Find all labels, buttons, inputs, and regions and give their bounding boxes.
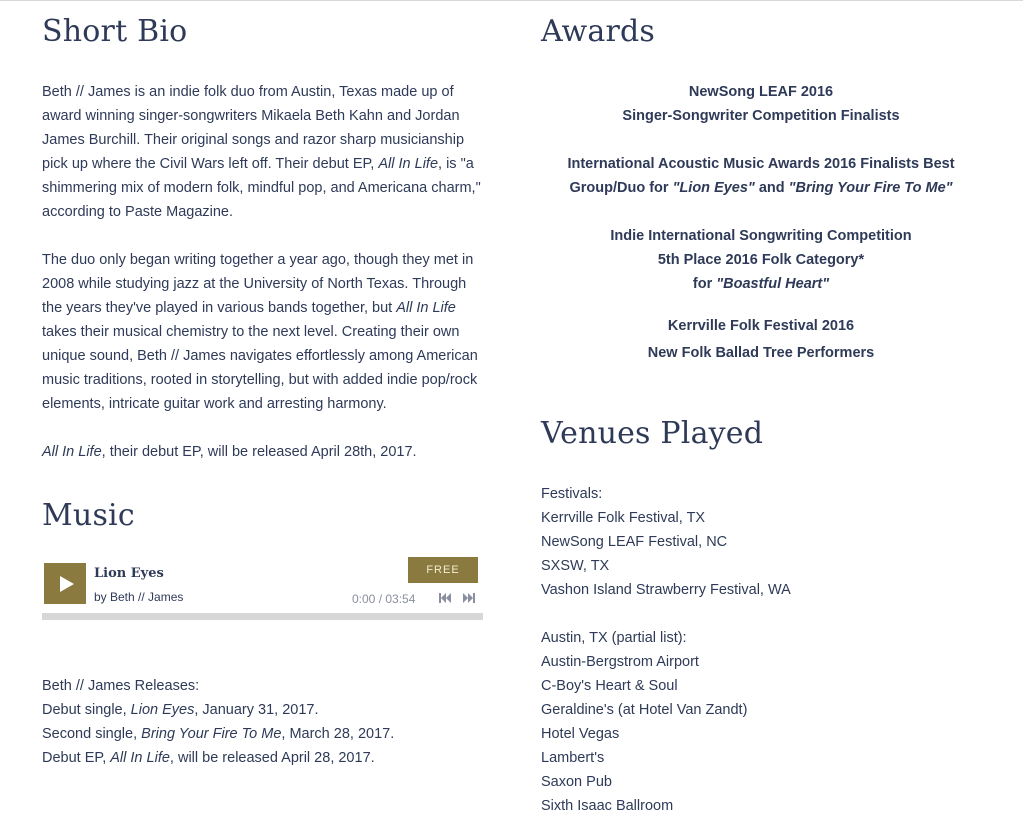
venue-item: SXSW, TX xyxy=(541,558,610,574)
next-track-icon[interactable] xyxy=(462,592,476,604)
release-2-date: , March 28, 2017. xyxy=(281,726,395,742)
bio-p3-album: All In Life xyxy=(42,444,102,460)
award-2-title: International Acoustic Music Awards 2016 Finalists Best xyxy=(567,156,955,172)
award-3-title: Indie International Songwriting Competition xyxy=(610,228,912,244)
bio-p2-text: The duo only began writing together a year ago, though they met in 2008 while studying jazz at the University of North Texas. Through the years they've played in various bands together, but xyxy=(42,252,474,316)
track-artist[interactable]: by Beth // James xyxy=(94,590,184,604)
bio-p1-album: All In Life xyxy=(378,156,439,172)
award-2-song-2: "Bring Your Fire To Me" xyxy=(788,180,953,196)
venue-item: Austin-Bergstrom Airport xyxy=(541,654,699,670)
progress-bar[interactable] xyxy=(42,613,483,620)
release-3-date: , will be released April 28, 2017. xyxy=(169,750,375,766)
venue-item: NewSong LEAF Festival, NC xyxy=(541,534,728,550)
bio-paragraph-3 xyxy=(42,440,487,464)
award-kerrville xyxy=(541,314,981,365)
award-2-and: and xyxy=(754,180,789,196)
release-2-title: Bring Your Fire To Me xyxy=(141,726,282,742)
venue-item: Geraldine's (at Hotel Van Zandt) xyxy=(541,702,748,718)
award-4-title: Kerrville Folk Festival 2016 xyxy=(667,318,855,334)
award-3-detail: 5th Place 2016 Folk Category* xyxy=(657,252,865,268)
austin-label: Austin, TX (partial list): xyxy=(541,630,687,646)
award-1-detail: Singer-Songwriter Competition Finalists xyxy=(622,108,900,124)
festivals-label: Festivals: xyxy=(541,486,603,502)
audio-player xyxy=(42,557,483,621)
venue-item: Kerrville Folk Festival, TX xyxy=(541,510,706,526)
bio-heading: Short Bio xyxy=(42,14,188,49)
bio-p3-text: , their debut EP, will be released April 28th, 2017. xyxy=(101,444,417,460)
release-1-label: Debut single, xyxy=(42,702,131,718)
track-time: 0:00 / 03:54 xyxy=(352,592,416,606)
venue-item: Lambert's xyxy=(541,750,605,766)
release-item xyxy=(42,746,375,770)
awards-heading: Awards xyxy=(541,14,656,49)
release-item xyxy=(42,698,319,722)
venue-item: Sixth Isaac Ballroom xyxy=(541,798,674,814)
release-1-title: Lion Eyes xyxy=(130,702,195,718)
venue-item: Hotel Vegas xyxy=(541,726,620,742)
venues-heading: Venues Played xyxy=(541,416,764,451)
free-download-button[interactable]: FREE xyxy=(408,557,478,583)
award-3-prefix: for xyxy=(692,276,717,292)
award-2-prefix: Group/Duo for xyxy=(569,180,673,196)
venue-item: C-Boy's Heart & Soul xyxy=(541,678,678,694)
award-2-detail xyxy=(541,176,981,200)
venue-item: Vashon Island Strawberry Festival, WA xyxy=(541,582,791,598)
play-icon xyxy=(60,576,74,592)
venues-spacer xyxy=(541,602,981,626)
release-item xyxy=(42,722,394,746)
award-4-detail: New Folk Ballad Tree Performers xyxy=(647,345,875,361)
release-2-label: Second single, xyxy=(42,726,142,742)
track-title[interactable]: Lion Eyes xyxy=(94,566,164,581)
venue-item: Saxon Pub xyxy=(541,774,612,790)
music-heading: Music xyxy=(42,498,135,533)
play-button[interactable] xyxy=(44,563,86,604)
release-3-title: All In Life xyxy=(110,750,170,766)
bio-p2-text-end: takes their musical chemistry to the next level. Creating their own unique sound, Beth // James navigates effortlessly among American music traditions, rooted in storytelling, but with added indie pop/rock elements, intricate guitar work and arresting harmony. xyxy=(42,324,478,412)
bio-p2-album: All In Life xyxy=(396,300,456,316)
releases-title: Beth // James Releases: xyxy=(42,678,200,694)
award-iisc xyxy=(541,224,981,296)
award-3-song: "Boastful Heart" xyxy=(716,276,830,292)
award-2-song-1: "Lion Eyes" xyxy=(672,180,755,196)
previous-track-icon[interactable] xyxy=(438,592,452,604)
top-divider xyxy=(0,0,1023,1)
award-1-title: NewSong LEAF 2016 xyxy=(688,84,834,100)
bio-p1-text-end: , is "a shimmering mix of modern folk, mindful pop, and Americana charm," according to Paste Magazine. xyxy=(42,156,481,220)
award-newsong xyxy=(541,80,981,128)
release-1-date: , January 31, 2017. xyxy=(194,702,319,718)
bio-paragraph-1 xyxy=(42,80,487,224)
venues-list xyxy=(541,482,981,818)
bio-paragraph-2 xyxy=(42,248,487,416)
bio-p1-text: Beth // James is an indie folk duo from Austin, Texas made up of award winning singer-songwriters Mikaela Beth Kahn and Jordan James Burchill. Their original songs and razor sharp musicianship pick up where the Civil Wars left off. Their debut EP, xyxy=(42,84,465,172)
award-iama xyxy=(541,152,981,200)
release-3-label: Debut EP, xyxy=(42,750,111,766)
award-3-song-line xyxy=(541,272,981,296)
